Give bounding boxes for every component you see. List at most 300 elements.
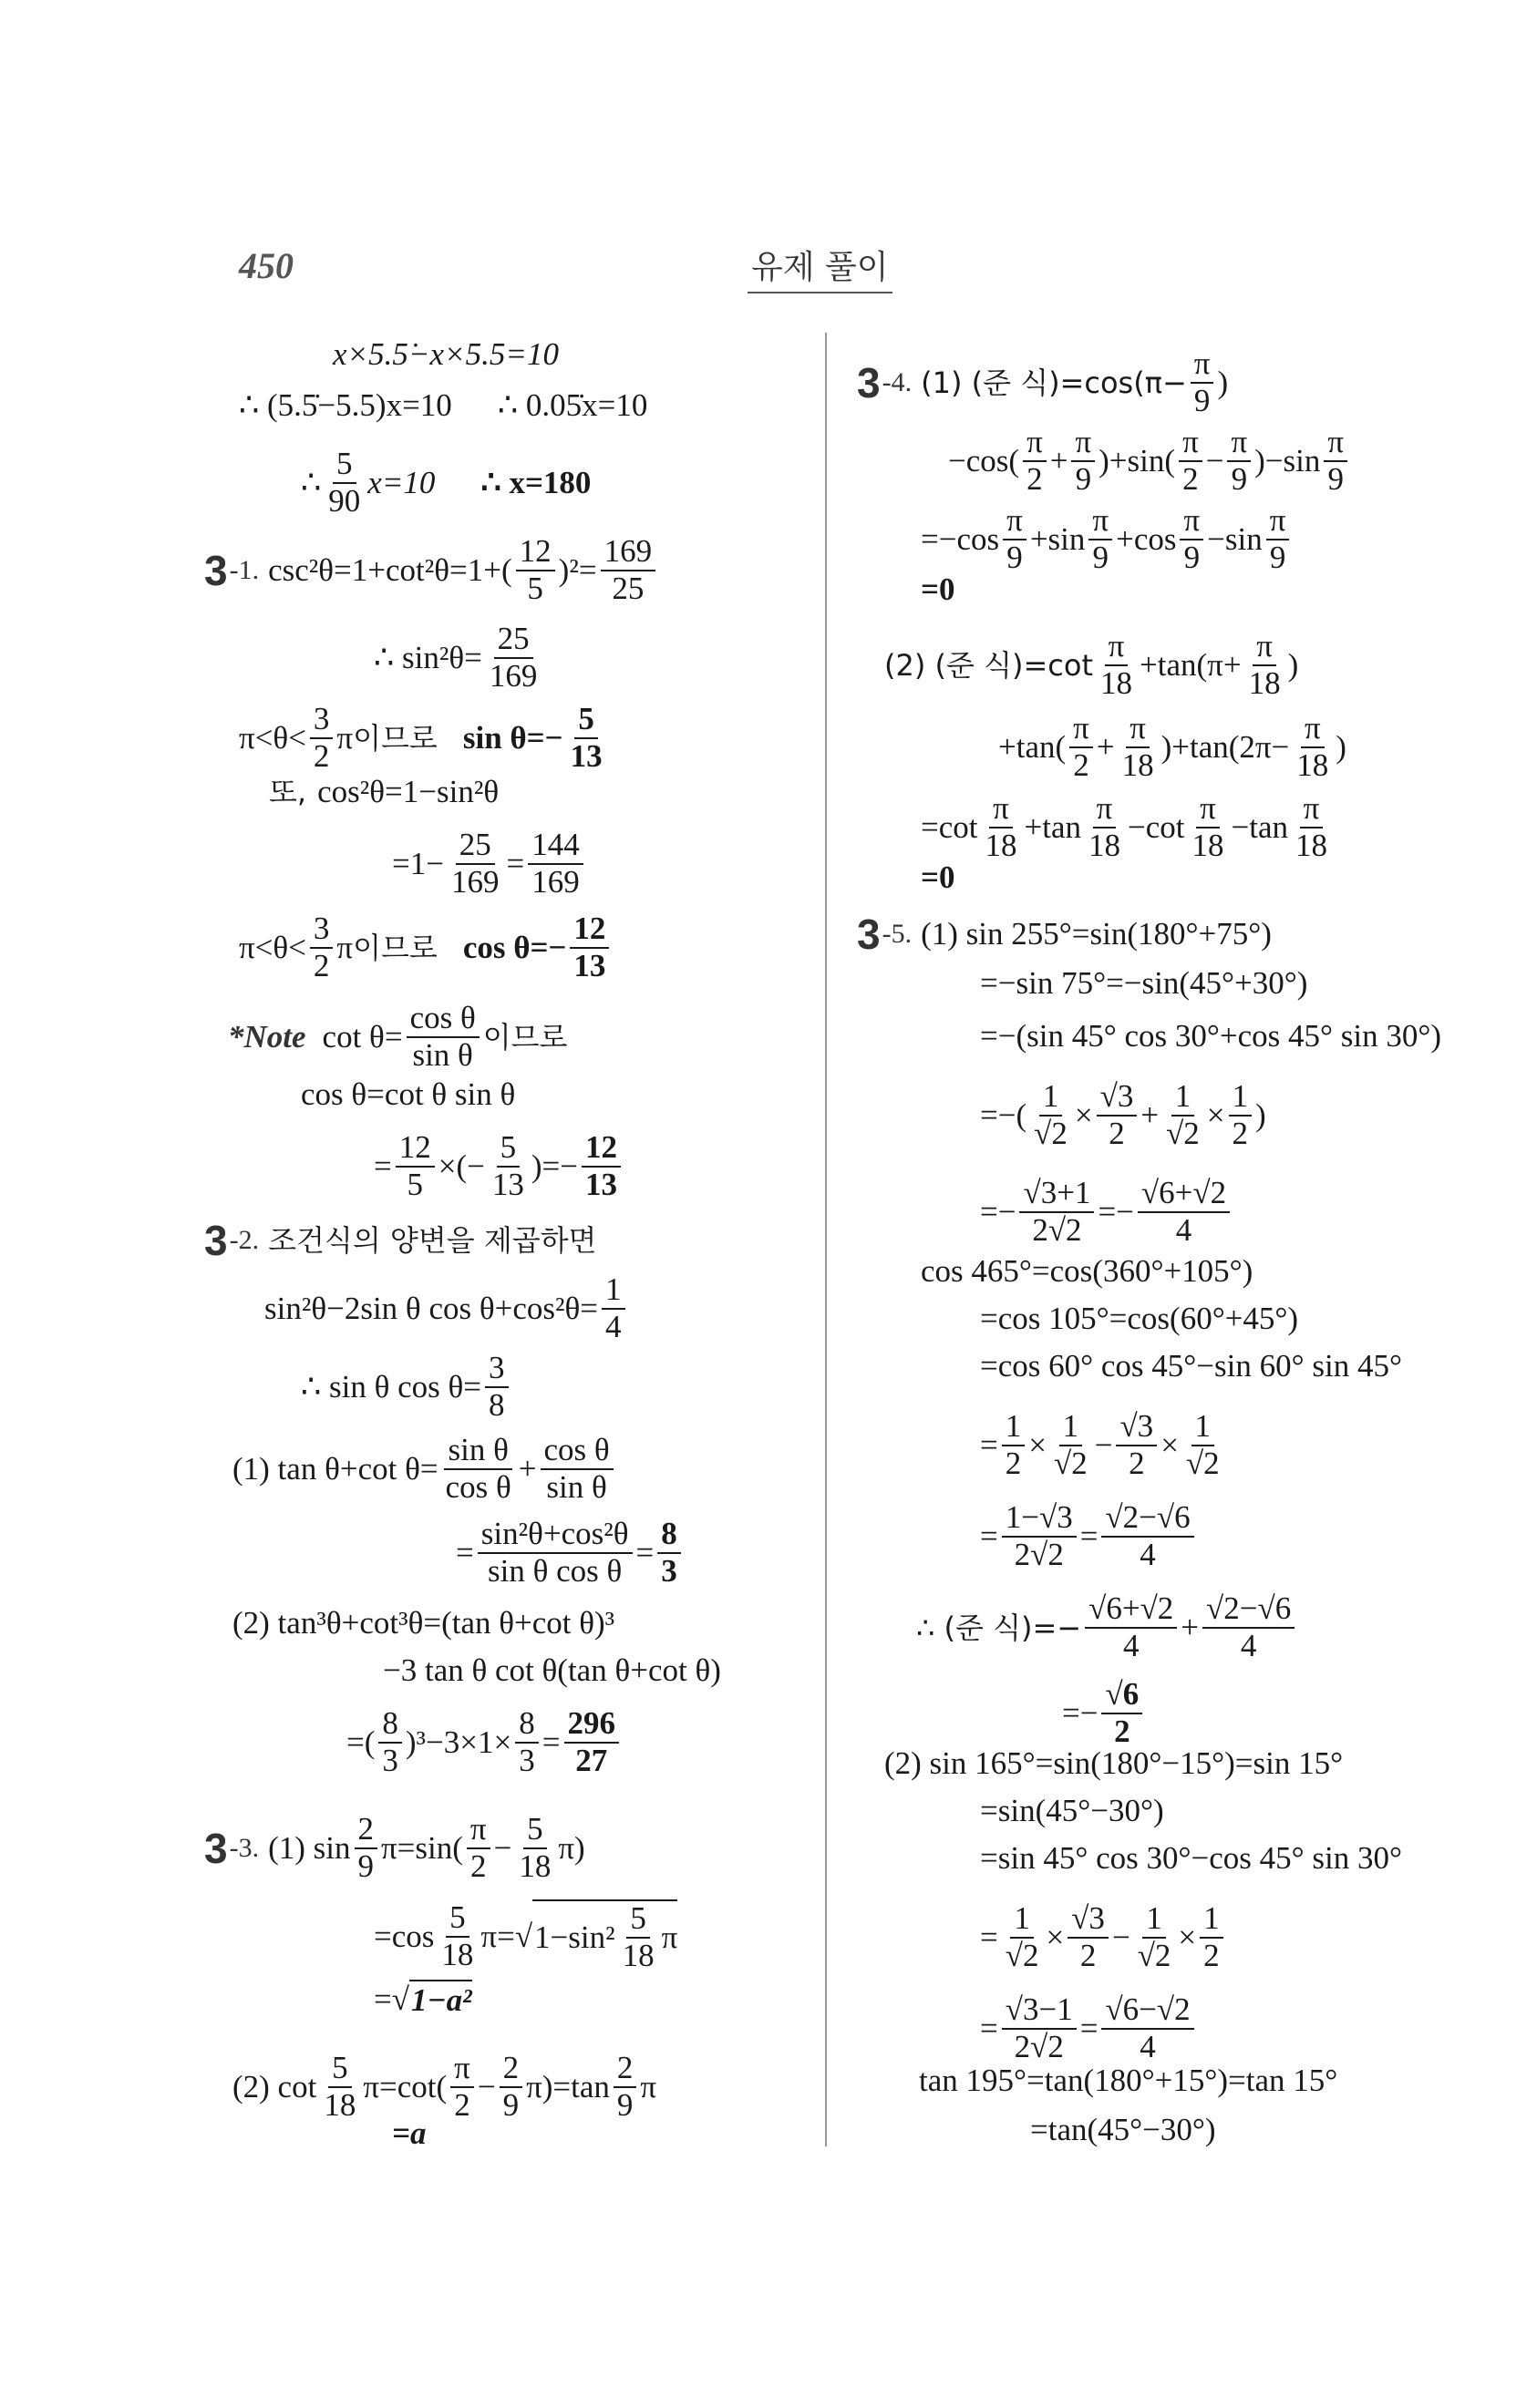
- numerator: 2: [614, 2051, 637, 2088]
- denominator: 13: [573, 947, 606, 983]
- expr: sin²θ−2sin θ cos θ+cos²θ=: [264, 1290, 599, 1326]
- numerator: 144: [528, 828, 583, 865]
- expr: ×(−: [438, 1147, 485, 1184]
- numerator: 296: [564, 1706, 620, 1744]
- p35-line-2: =−sin 75°=−sin(45°+30°): [980, 965, 1308, 1001]
- fraction: [516, 534, 555, 606]
- denominator: 2: [1232, 1115, 1249, 1151]
- denominator: √2: [1054, 1445, 1088, 1481]
- expr: +: [1049, 442, 1068, 479]
- denominator: 18: [1100, 664, 1132, 701]
- fraction: [1324, 425, 1347, 497]
- fraction: [1116, 1409, 1157, 1481]
- numerator: sin²θ+cos²θ: [478, 1517, 633, 1554]
- fraction: [1023, 425, 1047, 497]
- korean-text: 조건식의 양변을 제곱하면: [268, 1223, 597, 1258]
- problem-sub: -1.: [229, 554, 260, 585]
- numerator: π: [1126, 711, 1150, 748]
- numerator: π: [1301, 711, 1325, 748]
- p35-part-2-line-3: =sin 45° cos 30°−cos 45° sin 30°: [980, 1840, 1402, 1876]
- denominator: 18: [1295, 827, 1327, 863]
- expr: )−sin: [1254, 442, 1321, 479]
- denominator: 13: [585, 1166, 618, 1202]
- p35-part-1-answer: [1062, 1677, 1146, 1749]
- denominator: 18: [1248, 664, 1281, 701]
- expr: )³−3×1×: [405, 1724, 512, 1760]
- expr: +: [1181, 1609, 1200, 1645]
- expr: ): [1255, 1096, 1266, 1133]
- fraction: [582, 1130, 621, 1202]
- denominator: 9: [502, 2086, 520, 2123]
- expr: =: [1079, 2010, 1099, 2046]
- denominator: √2: [1166, 1115, 1200, 1151]
- fraction: [1002, 1409, 1026, 1481]
- denominator: 2: [1079, 1937, 1097, 1973]
- answer: 1−a²: [409, 1980, 472, 2020]
- numerator: π: [1105, 629, 1129, 666]
- pre-line-2a: ∴ (5.5̇−5.5)x=10: [239, 387, 452, 423]
- problem-number: 3: [857, 911, 881, 958]
- denominator: 18: [622, 1937, 655, 1973]
- fraction: [1119, 711, 1158, 783]
- fraction: [982, 791, 1021, 863]
- fraction: [1180, 503, 1203, 575]
- numerator: 1: [1059, 1409, 1083, 1446]
- note-line-1: [228, 1001, 567, 1073]
- numerator: π: [1180, 503, 1203, 540]
- numerator: √6+√2: [1085, 1591, 1177, 1629]
- page-number: 450: [239, 245, 294, 286]
- expr: (1) (준 식)=cos(π−: [921, 365, 1187, 400]
- numerator: 1: [1171, 1079, 1195, 1117]
- numerator: 1: [1200, 1901, 1223, 1939]
- fraction: [1088, 503, 1112, 575]
- fraction: [467, 1812, 490, 1884]
- p35-part-2-line-5: [980, 1992, 1198, 2064]
- expr: +: [1096, 728, 1115, 765]
- answer: cos θ=−: [462, 929, 567, 965]
- denominator: 9: [1075, 460, 1092, 497]
- fraction: [1202, 1591, 1295, 1663]
- expr: ×: [1046, 1919, 1065, 1955]
- problem-number: 3: [204, 1824, 228, 1872]
- numerator: √3: [1068, 1901, 1109, 1939]
- expr: π: [336, 929, 354, 965]
- fraction: [1182, 1409, 1223, 1481]
- expr: ∴ sin²θ=: [374, 639, 482, 675]
- expr: x=10: [367, 464, 436, 500]
- expr: −: [493, 1829, 512, 1866]
- fraction: [570, 911, 609, 983]
- numerator: π: [1253, 629, 1276, 666]
- numerator: π: [450, 2051, 474, 2088]
- numerator: √3−1: [1002, 1992, 1077, 2030]
- expr: π: [640, 2068, 657, 2104]
- expr: π<θ<: [239, 929, 306, 965]
- expr: =cot: [921, 808, 978, 845]
- denominator: 2: [470, 1847, 487, 1884]
- numerator: π: [1003, 503, 1026, 540]
- expr: π<θ<: [239, 719, 306, 756]
- denominator: cos θ: [445, 1468, 511, 1505]
- expr: =: [980, 1426, 998, 1463]
- fraction: [320, 2051, 359, 2123]
- fraction: [1200, 1901, 1223, 1973]
- pre-line-1: x×5.5̇−x×5.5=10: [333, 336, 560, 372]
- fraction: [1293, 711, 1332, 783]
- expr: (1) sin: [268, 1829, 351, 1866]
- expr: =−: [1062, 1694, 1099, 1731]
- numerator: π: [1093, 791, 1117, 828]
- denominator: 9: [616, 2086, 634, 2123]
- p31-line-6: [239, 911, 613, 983]
- fraction: [485, 1351, 509, 1423]
- denominator: 18: [441, 1936, 474, 1972]
- numerator: π: [1266, 503, 1290, 540]
- denominator: 9: [1327, 460, 1344, 497]
- denominator: 4: [1140, 2028, 1156, 2064]
- numerator: 5: [626, 1901, 650, 1939]
- numerator: π: [1088, 503, 1112, 540]
- denominator: sin θ: [412, 1036, 473, 1073]
- p34-part-2-line-2: [998, 711, 1346, 783]
- fraction: [1292, 791, 1331, 863]
- denominator: √2: [1034, 1115, 1068, 1151]
- p35-cos-5: [980, 1500, 1198, 1572]
- p35-part-2-line-4: [980, 1901, 1227, 1973]
- denominator: 18: [324, 2086, 356, 2123]
- korean-text: 이므로: [353, 930, 438, 965]
- fraction: [450, 2051, 474, 2123]
- numerator: 8: [657, 1517, 681, 1554]
- expr: =: [980, 1518, 998, 1554]
- fraction: [310, 702, 334, 774]
- expr: π=sin(: [381, 1829, 463, 1866]
- numerator: 1: [1142, 1901, 1166, 1939]
- expr: )=−: [531, 1147, 579, 1184]
- problem-3-1: [204, 534, 659, 606]
- numerator: π: [1300, 791, 1324, 828]
- numerator: 1: [1039, 1079, 1063, 1117]
- problem-sub: -4.: [882, 366, 913, 397]
- expr: =: [980, 2010, 998, 2046]
- numerator: cos θ: [541, 1433, 614, 1470]
- fraction: [1101, 1992, 1193, 2064]
- p31-line-2: [374, 622, 544, 694]
- numerator: 1: [602, 1272, 625, 1310]
- expr: ×: [1206, 1096, 1225, 1133]
- fraction: [601, 534, 656, 606]
- expr: π=cot(: [363, 2068, 448, 2104]
- denominator: 25: [612, 570, 645, 606]
- fraction: [1003, 503, 1026, 575]
- denominator: 18: [1121, 746, 1154, 783]
- fraction: [1085, 1591, 1177, 1663]
- p35-cos-3: =cos 60° cos 45°−sin 60° sin 45°: [980, 1348, 1402, 1384]
- fraction: [619, 1901, 658, 1973]
- note-label: *Note: [228, 1018, 306, 1055]
- denominator: 90: [328, 482, 361, 519]
- numerator: 5: [333, 447, 356, 484]
- p33-line-2: [374, 1899, 677, 1973]
- expr: ×: [1160, 1426, 1179, 1463]
- expr: 1−sin²: [534, 1919, 615, 1955]
- fraction: [486, 622, 542, 694]
- numerator: π: [467, 1812, 490, 1849]
- p35-cos-1: cos 465°=cos(360°+105°): [921, 1253, 1253, 1289]
- expr: =(: [346, 1724, 376, 1760]
- denominator: 2: [1182, 460, 1199, 497]
- numerator: 5: [328, 2051, 352, 2088]
- denominator: 13: [491, 1166, 524, 1202]
- numerator: π: [1227, 425, 1251, 462]
- numerator: √2−√6: [1101, 1500, 1193, 1538]
- fraction: [1138, 1176, 1230, 1248]
- fraction: [1162, 1079, 1203, 1151]
- numerator: 12: [516, 534, 555, 571]
- p35-part-2-line-2: =sin(45°−30°): [980, 1793, 1164, 1828]
- problem-number: 3: [204, 546, 228, 594]
- numerator: π: [1069, 711, 1093, 748]
- p32-part-1-line-2: [456, 1517, 685, 1589]
- expr: =−cos: [921, 520, 1000, 557]
- note-line-2: cos θ=cot θ sin θ: [301, 1076, 516, 1112]
- expr: −: [477, 2068, 496, 2104]
- denominator: 2: [1129, 1445, 1145, 1481]
- p34-part-2: [884, 629, 1298, 701]
- fraction: [478, 1517, 633, 1589]
- problem-number: 3: [204, 1217, 228, 1264]
- numerator: 25: [456, 828, 495, 865]
- denominator: 4: [1140, 1536, 1156, 1572]
- expr: +tan: [1024, 808, 1081, 845]
- expr: ×: [1074, 1096, 1093, 1133]
- fraction: [325, 447, 364, 519]
- p34-line-2: [948, 425, 1351, 497]
- denominator: 9: [1006, 539, 1023, 575]
- fraction: [564, 1706, 620, 1778]
- denominator: 2: [313, 737, 330, 774]
- expr: =−(: [980, 1096, 1027, 1133]
- denominator: 2: [1109, 1115, 1125, 1151]
- expr: =: [456, 1534, 474, 1570]
- fraction: [1266, 503, 1290, 575]
- korean-text: 또,: [269, 775, 307, 809]
- p35-part-2: (2) sin 165°=sin(180°−15°)=sin 15°: [884, 1745, 1344, 1781]
- fraction: [396, 1130, 435, 1202]
- fraction: [1189, 791, 1228, 863]
- numerator: 1: [1010, 1901, 1034, 1939]
- expr: π: [661, 1919, 678, 1955]
- korean-text: 이므로: [482, 1019, 568, 1055]
- denominator: 2√2: [1032, 1211, 1082, 1248]
- numerator: 8: [378, 1706, 402, 1744]
- fraction: [657, 1517, 681, 1589]
- p33-line-3: [374, 1980, 472, 2020]
- fraction: [489, 1130, 528, 1202]
- numerator: 1−√3: [1002, 1500, 1077, 1538]
- denominator: 27: [575, 1742, 608, 1778]
- numerator: π: [1179, 425, 1202, 462]
- expr: ×: [1178, 1919, 1197, 1955]
- numerator: 2: [355, 1812, 378, 1849]
- expr: −: [1111, 1919, 1130, 1955]
- expr: =: [506, 845, 525, 881]
- p31-line-3: [239, 702, 610, 774]
- expr: −cos(: [948, 442, 1020, 479]
- expr: (1) tan θ+cot θ=: [232, 1450, 438, 1487]
- numerator: 12: [570, 911, 609, 949]
- fraction: [1179, 425, 1202, 497]
- p31-line-4: [269, 773, 499, 811]
- expr: =: [1079, 1518, 1099, 1554]
- p32-line-3: [301, 1351, 512, 1423]
- fraction: [1002, 1500, 1077, 1572]
- p31-line-5: [392, 828, 587, 900]
- denominator: 18: [1296, 746, 1329, 783]
- pre-line-2b: ∴ 0.05̇x=10: [497, 387, 648, 423]
- answer: sin θ=−: [462, 719, 563, 756]
- denominator: 9: [1092, 539, 1109, 575]
- column-divider: [825, 333, 827, 2146]
- denominator: 2√2: [1014, 1536, 1064, 1572]
- denominator: 9: [1193, 382, 1211, 418]
- fraction: [1097, 1079, 1138, 1151]
- denominator: 18: [985, 827, 1017, 863]
- denominator: 9: [357, 1847, 374, 1884]
- expr: =−: [1098, 1193, 1134, 1230]
- denominator: 9: [1231, 460, 1248, 497]
- p34-line-3: [921, 503, 1293, 575]
- expr: −cot: [1128, 808, 1185, 845]
- fraction: [310, 911, 334, 983]
- p32-part-2-line-2: −3 tan θ cot θ(tan θ+cot θ): [383, 1652, 721, 1688]
- fraction: [438, 1900, 477, 1972]
- denominator: 169: [450, 863, 500, 900]
- note-line-3: [374, 1130, 624, 1202]
- numerator: 25: [494, 622, 533, 659]
- denominator: 4: [605, 1308, 622, 1344]
- p32-line-2: [264, 1272, 629, 1344]
- fraction: [567, 702, 606, 774]
- fraction: [378, 1706, 402, 1778]
- numerator: 3: [310, 702, 334, 739]
- expr: cot θ=: [322, 1018, 403, 1055]
- p34-part-1-answer: =0: [921, 571, 955, 607]
- numerator: π: [1196, 791, 1220, 828]
- numerator: 5: [574, 702, 598, 739]
- denominator: 2: [1114, 1713, 1130, 1749]
- expr: −sin: [1207, 520, 1263, 557]
- expr: =√: [374, 1981, 409, 2017]
- expr: =−: [980, 1193, 1016, 1230]
- numerator: π: [1023, 425, 1047, 462]
- denominator: 2√2: [1014, 2028, 1064, 2064]
- fraction: [1229, 1079, 1253, 1151]
- therefore: ∴: [301, 464, 322, 500]
- denominator: 2: [454, 2086, 470, 2123]
- problem-number: 3: [857, 358, 881, 406]
- numerator: 2: [500, 2051, 523, 2088]
- numerator: 169: [601, 534, 656, 571]
- fraction: [1068, 1901, 1109, 1973]
- fraction: [1050, 1409, 1091, 1481]
- expr: +tan(π+: [1140, 646, 1242, 683]
- fraction: [448, 828, 503, 900]
- denominator: 8: [489, 1386, 505, 1423]
- denominator: sin θ cos θ: [487, 1552, 623, 1589]
- expr: +cos: [1116, 520, 1177, 557]
- fraction: [1191, 346, 1214, 418]
- expr: +: [1140, 1096, 1160, 1133]
- denominator: 5: [407, 1166, 423, 1202]
- denominator: √2: [1185, 1445, 1220, 1481]
- p34-part-2-answer: =0: [921, 859, 955, 895]
- problem-sub: -2.: [229, 1225, 260, 1255]
- expr: −: [1094, 1426, 1113, 1463]
- denominator: 2: [1203, 1937, 1220, 1973]
- numerator: cos θ: [407, 1001, 480, 1038]
- denominator: √2: [1005, 1937, 1039, 1973]
- expr: =1−: [392, 845, 444, 881]
- numerator: sin θ: [444, 1433, 511, 1470]
- numerator: π: [1191, 346, 1214, 384]
- numerator: π: [1071, 425, 1095, 462]
- expr: ×: [1028, 1426, 1047, 1463]
- fraction: [614, 2051, 637, 2123]
- fraction: [1069, 711, 1093, 783]
- fraction: [1002, 1901, 1043, 1973]
- expr: )+sin(: [1099, 442, 1176, 479]
- numerator: 3: [485, 1351, 509, 1388]
- fraction: [1101, 1677, 1142, 1749]
- fraction: [442, 1433, 515, 1505]
- numerator: √3: [1097, 1079, 1138, 1117]
- expr: (2) cot: [232, 2068, 317, 2104]
- numerator: 1: [1229, 1079, 1253, 1117]
- denominator: √2: [1137, 1937, 1171, 1973]
- expr: csc²θ=1+cot²θ=1+(: [268, 551, 512, 588]
- expr: )+tan(2π−: [1160, 728, 1290, 765]
- denominator: 169: [489, 657, 538, 694]
- pre-line-2: [239, 386, 647, 425]
- expr: (1) sin 255°=sin(180°+75°): [921, 916, 1272, 952]
- denominator: 3: [382, 1742, 398, 1778]
- expr: π: [336, 719, 354, 756]
- fraction: [1134, 1901, 1175, 1973]
- expr: ): [1336, 728, 1346, 765]
- expr: ∴ (준 식)=−: [916, 1610, 1082, 1645]
- p32-part-2-line-3: [346, 1706, 623, 1778]
- expr: π=√: [480, 1918, 533, 1954]
- p35-tan-1: tan 195°=tan(180°+15°)=tan 15°: [919, 2063, 1338, 2098]
- denominator: 18: [1191, 827, 1224, 863]
- denominator: 13: [570, 737, 603, 774]
- fraction: [528, 828, 583, 900]
- p35-cos-2: =cos 105°=cos(60°+45°): [980, 1301, 1299, 1336]
- expr: =cos: [374, 1918, 435, 1954]
- expr: =: [635, 1534, 655, 1570]
- problem-3-5: [857, 911, 1272, 958]
- fraction: [1101, 1500, 1193, 1572]
- denominator: 2: [1005, 1445, 1022, 1481]
- problem-3-4: [857, 346, 1228, 418]
- numerator: 5: [446, 1900, 469, 1938]
- pre-line-3: [301, 447, 591, 519]
- p33-part-2: [232, 2051, 656, 2123]
- fraction: [407, 1001, 480, 1073]
- numerator: √6+√2: [1138, 1176, 1230, 1213]
